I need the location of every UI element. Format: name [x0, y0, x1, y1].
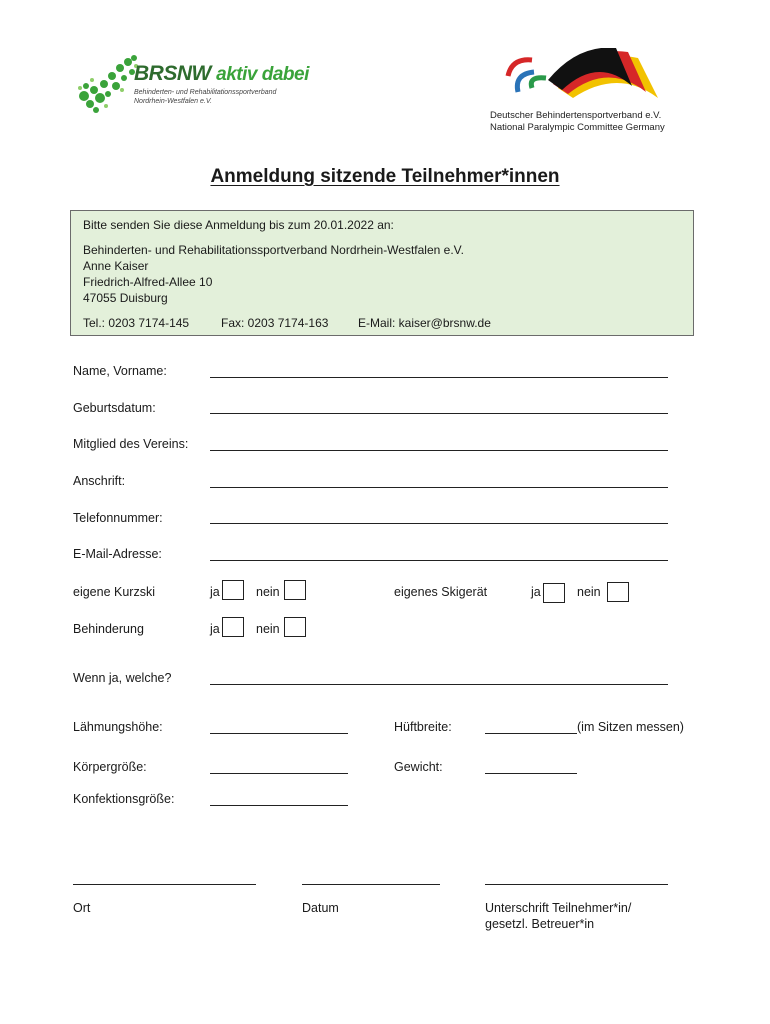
email-label: E-Mail-Adresse: — [73, 547, 162, 561]
skigeraet-label: eigenes Skigerät — [394, 585, 488, 599]
brand-name: BRSNW aktiv dabei — [134, 62, 309, 85]
konfektion-field[interactable] — [210, 805, 348, 806]
phone-label: Telefonnummer: — [73, 511, 163, 525]
contact-person: Anne Kaiser — [83, 259, 149, 273]
email-address: E-Mail: kaiser@brsnw.de — [358, 316, 491, 330]
dbs-logo — [488, 48, 678, 138]
datum-field[interactable] — [302, 884, 440, 885]
behinderung-label: Behinderung — [73, 622, 144, 636]
kurzski-yes-label: ja — [210, 585, 220, 599]
behinderung-no-checkbox[interactable] — [284, 617, 306, 637]
address-field[interactable] — [210, 487, 668, 488]
behinderung-yes-label: ja — [210, 622, 220, 636]
skigeraet-no-checkbox[interactable] — [607, 582, 629, 602]
signature-label: Unterschrift Teilnehmer*in/ gesetzl. Betreuer*in — [485, 901, 632, 931]
fax-number: Fax: 0203 7174-163 — [221, 316, 329, 330]
brsnw-dots-icon — [78, 50, 138, 120]
ort-field[interactable] — [73, 884, 256, 885]
email-field[interactable] — [210, 560, 668, 561]
welche-label: Wenn ja, welche? — [73, 671, 172, 685]
laehmung-field[interactable] — [210, 733, 348, 734]
behinderung-yes-checkbox[interactable] — [222, 617, 244, 637]
city: 47055 Duisburg — [83, 291, 168, 305]
club-label: Mitglied des Vereins: — [73, 437, 189, 451]
birthdate-field[interactable] — [210, 413, 668, 414]
kurzski-no-label: nein — [256, 585, 280, 599]
contact-info-box — [70, 210, 694, 336]
gewicht-label: Gewicht: — [394, 760, 443, 774]
kurzski-yes-checkbox[interactable] — [222, 580, 244, 600]
phone-field[interactable] — [210, 523, 668, 524]
paralympic-flag-icon — [498, 48, 668, 108]
signature-field[interactable] — [485, 884, 668, 885]
konfektion-label: Konfektionsgröße: — [73, 792, 175, 806]
birthdate-label: Geburtsdatum: — [73, 401, 156, 415]
skigeraet-yes-checkbox[interactable] — [543, 583, 565, 603]
skigeraet-yes-label: ja — [531, 585, 541, 599]
hueft-field[interactable] — [485, 733, 577, 734]
hueft-label: Hüftbreite: — [394, 720, 452, 734]
dbs-caption: Deutscher Behindertensportverband e.V. National Paralympic Committee Germany — [490, 110, 665, 133]
deadline-text: Bitte senden Sie diese Anmeldung bis zum 20.01.2022 an: — [83, 218, 394, 232]
laehmung-label: Lähmungshöhe: — [73, 720, 163, 734]
org-name: Behinderten- und Rehabilitationssportverband Nordrhein-Westfalen e.V. — [83, 243, 464, 257]
datum-label: Datum — [302, 901, 339, 915]
koerper-label: Körpergröße: — [73, 760, 147, 774]
welche-field[interactable] — [210, 684, 668, 685]
street: Friedrich-Alfred-Allee 10 — [83, 275, 213, 289]
club-field[interactable] — [210, 450, 668, 451]
brand-subtitle: Behinderten- und Rehabilitationssportverband Nordrhein-Westfalen e.V. — [134, 89, 277, 105]
gewicht-field[interactable] — [485, 773, 577, 774]
kurzski-no-checkbox[interactable] — [284, 580, 306, 600]
koerper-field[interactable] — [210, 773, 348, 774]
address-label: Anschrift: — [73, 474, 126, 488]
behinderung-no-label: nein — [256, 622, 280, 636]
name-label: Name, Vorname: — [73, 364, 167, 378]
brsnw-logo — [78, 50, 328, 125]
hueft-note: (im Sitzen messen) — [577, 720, 684, 734]
page-title: Anmeldung sitzende Teilnehmer*innen — [210, 166, 560, 187]
name-field[interactable] — [210, 377, 668, 378]
kurzski-label: eigene Kurzski — [73, 585, 155, 599]
skigeraet-no-label: nein — [577, 585, 601, 599]
phone-number: Tel.: 0203 7174-145 — [83, 316, 190, 330]
ort-label: Ort — [73, 901, 91, 915]
